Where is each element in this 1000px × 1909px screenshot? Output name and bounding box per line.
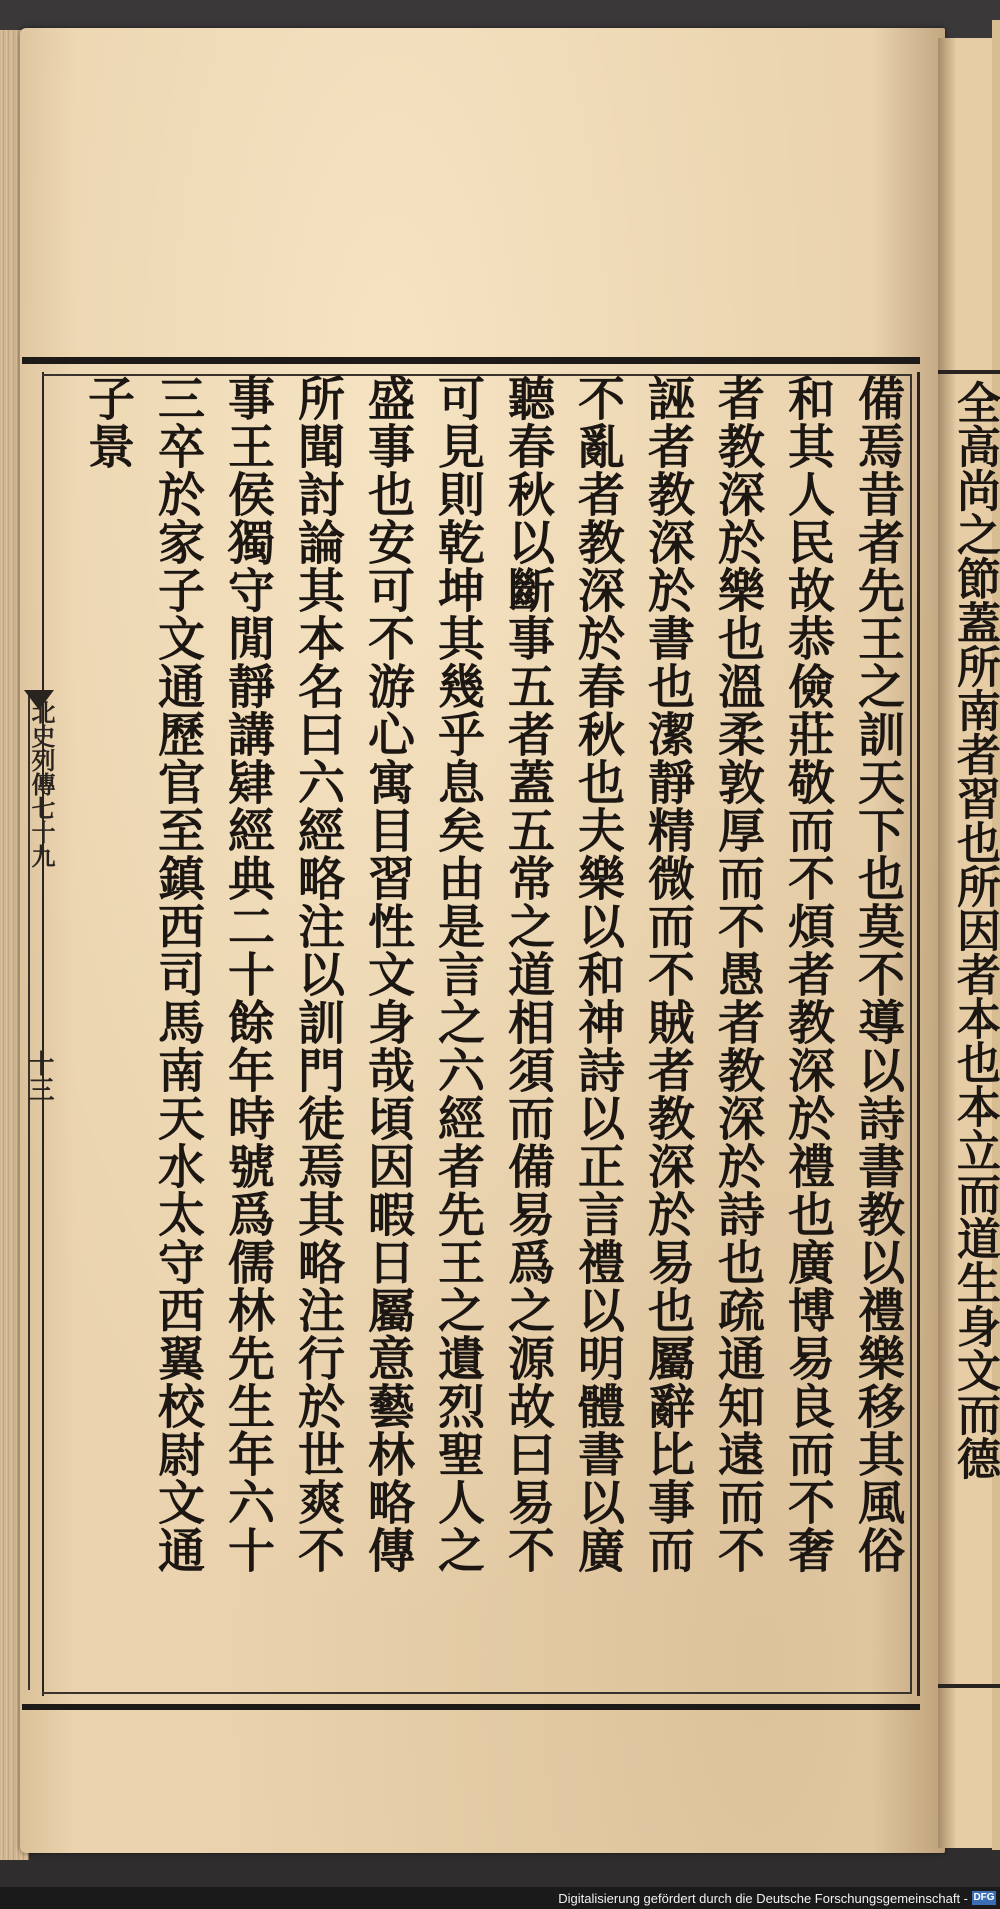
text-column-9: 所聞討論其本名曰六經略注以訓門徒焉其略注行於世爽不 bbox=[290, 374, 345, 1574]
text-column-10: 事王侯獨守閒靜講肄經典二十餘年時號爲儒林先生年六十 bbox=[220, 374, 275, 1574]
text-column-11: 三卒於家子文通歷官至鎮西司馬南天水太守西翼校尉文通 bbox=[150, 374, 205, 1574]
footer-bar bbox=[0, 1887, 1000, 1909]
text-column-4: 誣者教深於書也潔靜精微而不賊者教深於易也屬辭比事而 bbox=[640, 374, 695, 1574]
frame-inner-right-rule bbox=[910, 374, 912, 1694]
fold-title: 北史列傳七十九 bbox=[27, 700, 56, 868]
text-column-5: 不亂者教深於春秋也夫樂以和神詩以正言禮以明體書以廣 bbox=[570, 374, 625, 1574]
fold-page-number: 十三 bbox=[24, 1050, 54, 1102]
text-column-3: 者教深於樂也溫柔敦厚而不愚者教深於詩也疏通知遠而不 bbox=[710, 374, 765, 1574]
text-column-2: 和其人民故恭儉莊敬而不煩者教深於禮也廣博易良而不奢 bbox=[780, 374, 835, 1574]
text-column-7: 可見則乾坤其幾乎息矣由是言之六經者先王之遺烈聖人之 bbox=[430, 374, 485, 1574]
frame-inner-bottom-rule bbox=[42, 1692, 912, 1694]
dfg-logo: DFG bbox=[973, 1892, 995, 1903]
text-column-8: 盛事也安可不游心寓目習性文身哉頃因暇日屬意藝林略傳 bbox=[360, 374, 415, 1574]
text-columns bbox=[48, 374, 908, 1684]
text-column-6: 聽春秋以斷事五者蓋五常之道相須而備易爲之源故曰易不 bbox=[500, 374, 555, 1574]
text-column-1: 備焉昔者先王之訓天下也莫不導以詩書教以禮樂移其風俗 bbox=[850, 374, 905, 1574]
text-column-12: 子景 bbox=[80, 374, 135, 470]
footer-credit: Digitalisierung gefördert durch die Deutsche Forschungsgemeinschaft - bbox=[558, 1891, 968, 1906]
right-page-column: 全高尚之節蓋所南者習也所因者本也本立而道生身文而德 bbox=[949, 380, 1000, 1480]
frame-right-rule bbox=[917, 372, 920, 1696]
